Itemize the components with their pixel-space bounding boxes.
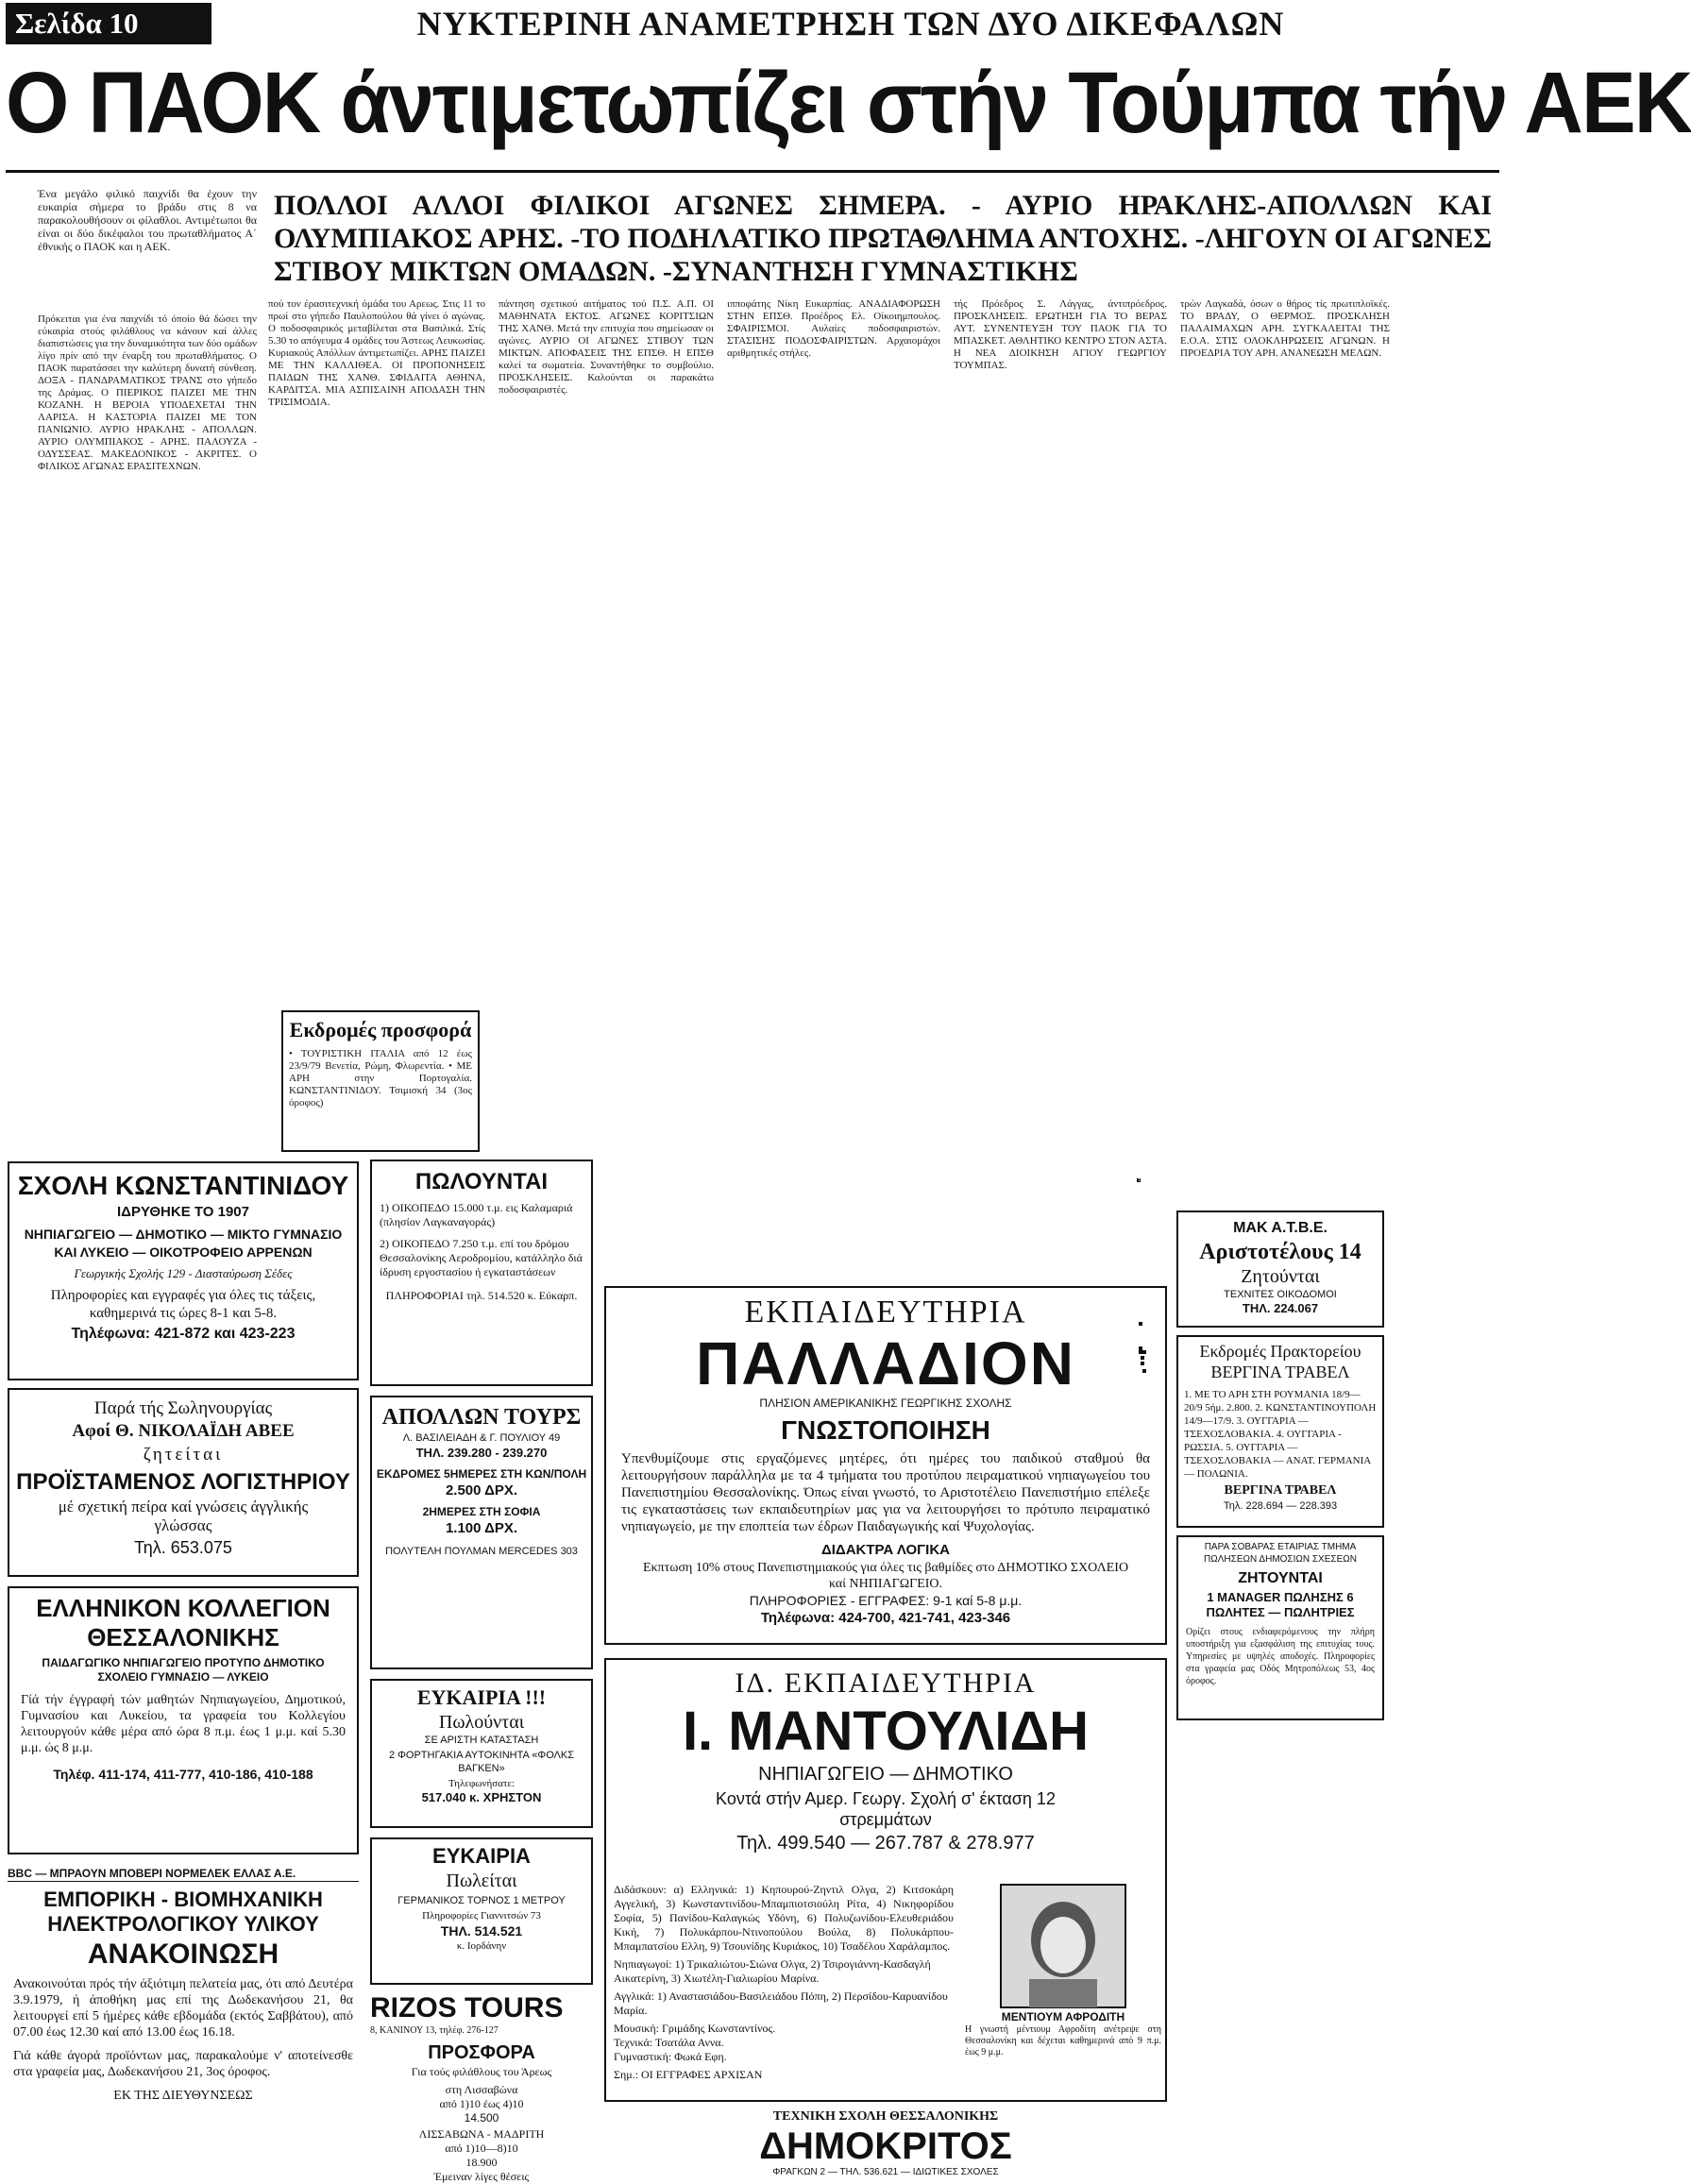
poloyntai-ad: ΠΩΛΟΥΝΤΑΙ 1) ΟΙΚΟΠΕΔΟ 15.000 τ.μ. εις Καλαμαριά (πλησίον Λαγκαναγοράς) 2) ΟΙΚΟΠΕΔΟ 7.250 τ.μ. επί του δρόμου Θεσσαλονίκης Αεροδρομίου, κατάλληλο διά ίδρυση εργοστασίου ή εγκαταστάσεων ΠΛΗΡΟΦΟΡΙΑΙ τηλ. 514.520 κ. Εύκαρπ. <box>370 1160 593 1386</box>
apollonios-school-advert <box>1139 1186 1140 1187</box>
article-col-2: πού τον έρασιτεχνική όμάδα του Αρεως. Στις 11 το πρωί στο γήπεδο Παυλοπούλου θά γίνει ό αγώνας. Ο ποδοσφαιρικός μεταβίλεται στα Βασιλικά. Στίς 5.30 το απόγευμα 4 ομάδες του Άστεως Λευκωσίας. Κυριακούς Απόλλων άντιμετωπίζει. ΑΡΗΣ ΠΑΙΖΕΙ ΜΕ ΤΗΝ ΚΑΛΛΙΘΕΑ. ΟΙ ΠΡΟΠΟΝΗΣΕΙΣ ΠΑΙΔΩΝ ΤΗΣ ΧΑΝΘ. ΣΦΙΔΑΙΤΑ ΑΘΗΝΑ, ΚΑΡΔΙΤΣΑ. ΜΙΑ ΑΣΠΙΣΑΙΝΗ ΑΠΟΔΑΣΗ ΤΗΝ ΤΡΙΣΙΜΟΔΙΑ. <box>268 298 485 408</box>
portrait-photo <box>1001 1885 1125 2007</box>
apollonios-ad-content <box>1139 1180 1140 1181</box>
konstantinidou-ad: ΣΧΟΛΗ ΚΩΝΣΤΑΝΤΙΝΙΔΟΥ ΙΔΡΥΘΗΚΕ ΤΟ 1907 ΝΗΠΙΑΓΩΓΕΙΟ — ΔΗΜΟΤΙΚΟ — ΜΙΚΤΟ ΓΥΜΝΑΣΙΟ ΚΑΙ ΛΥΚΕΙΟ — ΟΙΚΟΤΡΟΦΕΙΟ ΑΡΡΕΝΩΝ Γεωργικής Σχολής 129 - Διασταύρωση Σέδες Πληροφορίες και εγγραφές για όλες τις τάξεις, καθημερινά τις ώρες 8-1 και 5-8. Τηλέφωνα: 421-872 και 423-223 <box>8 1161 359 1380</box>
mak-ad: ΜΑΚ Α.Τ.Β.Ε. Αριστοτέλους 14 Ζητούνται ΤΕΧΝΙΤΕΣ ΟΙΚΟΔΟΜΟΙ ΤΗΛ. 224.067 <box>1176 1211 1384 1328</box>
apollonios-main <box>1139 1218 1140 1219</box>
mantoulidi-photo: ΜΕΝΤΙΟΥΜ ΑΦΡΟΔΙΤΗ Η γνωστή μέντιουμ Αφροδίτη ανέτρεψε στη Θεσσαλονίκη και δέχεται καθημερινά από 9 π.μ. έως 9 μ.μ. <box>965 1885 1161 2094</box>
apollonios-ad-block <box>1139 1227 1140 1228</box>
apollonios-ad-actual <box>1139 1214 1140 1215</box>
apollonios-ad-box-actual <box>1139 1216 1140 1217</box>
palladion-ad: ΕΚΠΑΙΔΕΥΤΗΡΙΑ ΠΑΛΛΑΔΙΟΝ ΠΛΗΣΙΟΝ ΑΜΕΡΙΚΑΝΙΚΗΣ ΓΕΩΡΓΙΚΗΣ ΣΧΟΛΗΣ ΓΝΩΣΤΟΠΟΙΗΣΗ Υπενθυμίζουμε στις εργαζόμενες μητέρες, ότι ημέρες του παιδικού σταθμού θα λειτουργήσουν παράλληλα με τα 4 τμήματα του προτύπου πειραματικού νηπιαγωγείου του Πανεπιστημίου Θεσσαλονίκης. Όπως είναι γνωστό, το Αριστοτέλειο Πανεπιστήμιο επέλεξε τις εγκαταστάσεις των εκπαιδευτηρίων μας για να λειτουργήσει το πρότυπο πειραματικό νηπιαγωγείο, με την εποπτεία των έδρων Παιδαγωγικής καί Ψυχολογίας. ΔΙΔΑΚΤΡΑ ΛΟΓΙΚΑ Εκπτωση 10% στους Πανεπιστημιακούς για όλες τις βαθμίδες στο ΔΗΜΟΤΙΚΟ ΣΧΟΛΕΙΟ καί ΝΗΠΙΑΓΩΓΕΙΟ. ΠΛΗΡΟΦΟΡΙΕΣ - ΕΓΓΡΑΦΕΣ: 9-1 καί 5-8 μ.μ. Τηλέφωνα: 424-700, 421-741, 423-346 <box>604 1286 1167 1645</box>
dimokritos-extra <box>604 2177 605 2178</box>
dimokritos-ad: ΤΕΧΝΙΚΗ ΣΧΟΛΗ ΘΕΣΣΑΛΟΝΙΚΗΣ ΔΗΜΟΚΡΙΤΟΣ ΦΡΑΓΚΩΝ 2 — ΤΗΛ. 536.621 — ΙΔΙΩΤΙΚΕΣ ΣΧΟΛΕΣ <box>759 2109 1012 2177</box>
ekdromes-ad: Εκδρομές προσφορά • ΤΟΥΡΙΣΤΙΚΗ ΙΤΑΛΙΑ από 12 έως 23/9/79 Βενετία, Ρώμη, Φλωρεντία. • ΜΕ ΑΡΗ στην Πορτογαλία. ΚΩΝΣΤΑΝΤΙΝΙΔΟΥ. Τσιμισκή 34 (3ος όροφος) <box>281 1010 480 1152</box>
vergina-ad: Εκδρομές Πρακτορείου ΒΕΡΓΙΝΑ ΤΡΑΒΕΛ 1. ΜΕ ΤΟ ΑΡΗ ΣΤΗ ΡΟΥΜΑΝΙΑ 18/9—20/9 5ήμ. 2.800. 2. ΚΩΝΣΤΑΝΤΙΝΟΥΠΟΛΗ 14/9—17/9. 3. ΟΥΓΓΑΡΙΑ — ΤΣΕΧΟΣΛΟΒΑΚΙΑ. 4. ΟΥΓΓΑΡΙΑ - ΡΩΣΣΙΑ. 5. ΟΥΓΓΑΡΙΑ — ΤΣΕΧΟΣΛΟΒΑΚΙΑ — ΑΝΑΤ. ΓΕΡΜΑΝΙΑ — ΠΟΛΩΝΙΑ. ΒΕΡΓΙΝΑ ΤΡΑΒΕΛ Τηλ. 228.694 — 228.393 <box>1176 1335 1384 1528</box>
apollonios-main-ad <box>1139 1178 1140 1179</box>
apollonios-container <box>1139 1220 1140 1221</box>
apollon-ad: ΑΠΟΛΛΩΝ ΤΟΥΡΣ Λ. ΒΑΣΙΛΕΙΑΔΗ & Γ. ΠΟΥΛΙΟΥ 49 ΤΗΛ. 239.280 - 239.270 ΕΚΔΡΟΜΕΣ 5ΗΜΕΡΕΣ ΣΤΗ ΚΩΝ/ΠΟΛΗ 2.500 ΔΡΧ. 2ΗΜΕΡΕΣ ΣΤΗ ΣΟΦΙΑ 1.100 ΔΡΧ. ΠΟΛΥΤΕΛΗ ΠΟΥΛΜΑΝ MERCEDES 303 <box>370 1396 593 1669</box>
subhead: ΠΟΛΛΟΙ ΑΛΛΟΙ ΦΙΛΙΚΟΙ ΑΓΩΝΕΣ ΣΗΜΕΡΑ. - ΑΥΡΙΟ ΗΡΑΚΛΗΣ-ΑΠΟΛΛΩΝ ΚΑΙ ΟΛΥΜΠΙΑΚΟΣ ΑΡΗΣ. -ΤΟ ΠΟΔΗΛΑΤΙΚΟ ΠΡΩΤΑΘΛΗΜΑ ΑΝΤΟΧΗΣ. -ΛΗΓΟΥΝ ΟΙ ΑΓΩΝΕΣ ΣΤΙΒΟΥ ΜΙΚΤΩΝ ΟΜΑΔΩΝ. -ΣΥΝΑΝΤΗΣΗ ΓΥΜΝΑΣΤΙΚΗΣ <box>274 190 1492 287</box>
nikolaidi-ad: Παρά τής Σωληνουργίας Αφοί Θ. ΝΙΚΟΛΑΪΔΗ ΑΒΕΕ ζητείται ΠΡΟΪΣΤΑΜΕΝΟΣ ΛΟΓΙΣΤΗΡΙΟΥ μέ σχετική πείρα καί γνώσεις άγγλικής γλώσσας Τηλ. 653.075 <box>8 1388 359 1577</box>
eykairia1-ad: ΕΥΚΑΙΡΙΑ !!! Πωλούνται ΣΕ ΑΡΙΣΤΗ ΚΑΤΑΣΤΑΣΗ 2 ΦΟΡΤΗΓΑΚΙΑ ΑΥΤΟΚΙΝΗΤΑ «ΦΟΛΚΣ ΒΑΓΚΕΝ» Τηλεφωνήσατε: 517.040 κ. ΧΡΗΣΤΟΝ <box>370 1679 593 1828</box>
bbc-ad: BBC — ΜΠΡΑΟΥΝ ΜΠΟΒΕΡΙ ΝΟΡΜΕΛΕΚ ΕΛΛΑΣ Α.Ε. ΕΜΠΟΡΙΚΗ - ΒΙΟΜΗΧΑΝΙΚΗ ΗΛΕΚΤΡΟΛΟΓΙΚΟΥ ΥΛΙΚΟΥ ΑΝΑΚΟΙΝΩΣΗ Ανακοινούται πρός τήν άξιότιμη πελατεία μας, ότι από Δευτέρα 3.9.1979, ή άποθήκη μας επί της Δωδεκανήσου 21, θα λειτουργεί επί 5 ήμέρες κάθε εβδομάδα (εκτός Σαββάτου), από 07.00 έως 12.30 καί από 13.00 έως 16.18. Γιά κάθε άγορά προϊόντων μας, παρακαλούμε ν' αποτείνεσθε στα γραφεία μας, Δωδεκανήσου 21, 3ος όροφος. ΕΚ ΤΗΣ ΔΙΕΥΘΥΝΣΕΩΣ <box>8 1866 359 2177</box>
article-col-6: τρών Λαγκαδά, όσων ο θήρος τίς πρωτιπλοϊκές. ΤΟ ΒΡΑΔΥ, Ο ΘΕΡΜΟΣ. ΠΡΟΣΚΛΗΣΗ ΠΑΛΑΙΜΑΧΩΝ ΑΡΗ. ΣΥΓΚΑΛΕΙΤΑΙ ΤΗΣ Ε.Ο.Α. ΣΤΙΣ ΟΛΟΚΛΗΡΩΣΕΙΣ ΑΓΩΝΩΝ. Η ΠΡΟΕΔΡΙΑ ΤΟΥ ΑΡΗ. ΑΝΑΝΕΩΣΗ ΜΕΛΩΝ. <box>1180 298 1390 359</box>
apollonios-actual <box>1139 1212 1140 1213</box>
article-col-4: ιπποφάτης Νίκη Ευκαρπίας. ΑΝΑΔΙΑΦΟΡΩΣΗ ΣΤΗΝ ΕΠΣΘ. Προέδρος Ελ. Οίκοιημπουλος. ΣΦΑΙΡΙΣΜΟΙ. Αυλαίες ποδοσφαιριστών. ΣΤΑΣΙΣΗΣ ΠΟΔΟΣΦΑΙΡΙΣΤΩΝ. Αρχαιομάχοι αριθμητικές στήλες. <box>727 298 940 359</box>
apollonios-ad-rightcol <box>1139 1192 1140 1193</box>
sobaras-ad: ΠΑΡΑ ΣΟΒΑΡΑΣ ΕΤΑΙΡΙΑΣ ΤΜΗΜΑ ΠΩΛΗΣΕΩΝ ΔΗΜΟΣΙΩΝ ΣΧΕΣΕΩΝ ΖΗΤΟΥΝΤΑΙ 1 MANAGER ΠΩΛΗΣΗΣ 6 ΠΩΛΗΤΕΣ — ΠΩΛΗΤΡΙΕΣ Ορίζει στους ενδιαφερόμενους την πλήρη υποστήριξη για εξασφάλιση της επιτυχίας τους. Υπηρεσίες με υψηλές αποδοχές. Πληροφορίες στα γραφεία μας Οδός Μητροπόλεως 53, 4ος όροφος. <box>1176 1535 1384 1720</box>
mantoulidi-ad: ΙΔ. ΕΚΠΑΙΔΕΥΤΗΡΙΑ Ι. ΜΑΝΤΟΥΛΙΔΗ ΝΗΠΙΑΓΩΓΕΙΟ — ΔΗΜΟΤΙΚΟ Κοντά στήν Αμερ. Γεωργ. Σχολή σ' έκταση 12 στρεμμάτων Τηλ. 499.540 — 267.787 & 278.977 Διδάσκουν: α) Ελληνικά: 1) Κηπουρού-Ζηντιλ Ολγα, 2) Κιτσοκάρη Αγγελική, 3) Κωνσταντινίδου-Μπαμπιοτσιούλη Ρίτα, 4) Νικηφορίδου Σοφία, 5) Πανίδου-Καλαγκώς Υδόνη, 6) Πολυζωνίδου-Ελευθεριάδου Κική, 7) Πολυκάρπου-Ντινοπούλου Βούλα, 8) Πολυκάρπου-Μπαμπατσίου Ελλη, 9) Τσουνίδης Κυριάκος, 10) Τσαδέλου Χαράλαμπος. Νηπιαγωγοί: 1) Τρικαλιώτου-Σιώνα Ολγα, 2) Τσιρογιάννη-Κασδαγλή Αικατερίνη, 3) Χιωτέλη-Γιαλιωρίου Μαρίνα. Αγγλικά: 1) Αναστασιάδου-Βασιλειάδου Πόπη, 2) Περσίδου-Καρυανίδου Μαρία. Μουσική: Γριμάδης Κωνσταντίνος. Τεχνικά: Τσατάλα Αννα. Γυμναστική: Φωκά Εφη. Σημ.: ΟΙ ΕΓΓΡΑΦΕΣ ΑΡΧΙΣΑΝ ΜΕΝΤΙΟΥΜ ΑΦΡΟΔΙΤΗ Η γνωστή μέντιουμ Αφροδίτη ανέτρεψε στη Θεσσαλονίκη και δέχεται καθημερινά από 9 π.μ. έως 9 μ.μ. <box>604 1658 1167 2102</box>
mantoulidi-teachers: Διδάσκουν: α) Ελληνικά: 1) Κηπουρού-Ζηντιλ Ολγα, 2) Κιτσοκάρη Αγγελική, 3) Κωνσταντινίδου-Μπαμπιοτσιούλη Ρίτα, 4) Νικηφορίδου Σοφία, 5) Πανίδου-Καλαγκώς Υδόνη, 6) Πολυζωνίδου-Ελευθεριάδου Κική, 7) Πολυκάρπου-Ντινοπούλου Βούλα, 8) Πολυκάρπου-Μπαμπατσίου Ελλη, 9) Τσουνίδης Κυριάκος, 10) Τσαδέλου Χαράλαμπος. Νηπιαγωγοί: 1) Τρικαλιώτου-Σιώνα Ολγα, 2) Τσιρογιάννη-Κασδαγλή Αικατερίνη, 3) Χιωτέλη-Γιαλιωρίου Μαρίνα. Αγγλικά: 1) Αναστασιάδου-Βασιλειάδου Πόπη, 2) Περσίδου-Καρυανίδου Μαρία. Μουσική: Γριμάδης Κωνσταντίνος. Τεχνικά: Τσατάλα Αννα. Γυμναστική: Φωκά Εφη. Σημ.: ΟΙ ΕΓΓΡΑΦΕΣ ΑΡΧΙΣΑΝ <box>614 1883 954 2081</box>
kicker: ΝΥΚΤΕΡΙΝΗ ΑΝΑΜΕΤΡΗΣΗ ΤΩΝ ΔΥΟ ΔΙΚΕΦΑΛΩΝ <box>416 5 1285 42</box>
headline: Ο ΠΑΟΚ άντιμετωπίζει στήν Τούμπα τήν ΑΕΚ <box>6 55 1691 151</box>
eykairia2-ad: ΕΥΚΑΙΡΙΑ Πωλείται ΓΕΡΜΑΝΙΚΟΣ ΤΟΡΝΟΣ 1 ΜΕΤΡΟΥ Πληροφορίες Γιαννιτσών 73 ΤΗΛ. 514.521 κ. Ιορδάνην <box>370 1837 593 1985</box>
page-label: Σελίδα 10 <box>6 3 211 44</box>
article-col-3: πάντηση σχετικού αιτήματος τού Π.Σ. Α.Π. ΟΙ ΜΑΘΗΝΑΤΑ ΕΚΤΟΣ. ΑΓΩΝΕΣ ΚΟΡΙΤΣΙΩΝ ΤΗΣ ΧΑΝΘ. Μετά την επιτυχία που σημείωσαν οι αγώνες. ΑΥΡΙΟ ΟΙ ΑΓΩΝΕΣ ΣΤΙΒΟΥ ΤΩΝ ΜΙΚΤΩΝ. ΑΠΟΦΑΣΕΙΣ ΤΗΣ ΕΠΣΘ. Η ΕΠΣΘ καλεί τα σωματεία. Συναντήθηκε το συμβούλιο. ΠΡΟΣΚΛΗΣΕΙΣ. Καλούνται οι παρακάτω ποδοσφαιριστές. <box>499 298 714 396</box>
rizos-ad: RIZOS TOURS 8, ΚΑΝΙΝΟΥ 13, τηλέφ. 276-127 ΠΡΟΣΦΟΡΑ Για τούς φιλάθλους του Άρεως στη Λισσαβώνα από 1)10 έως 4)10 14.500 ΛΙΣΣΑΒΩΝΑ - ΜΑΔΡΙΤΗ από 1)10—8)10 18.900 Έμειναν λίγες θέσεις <box>370 1992 564 2183</box>
apollonios-school-ad-frame <box>1139 1209 1140 1210</box>
right-column <box>1139 1192 1507 2177</box>
article-col-5: τής Πρόεδρος Σ. Λάγγας, άντιπρόεδρος. ΠΡΟΣΚΛΗΣΕΙΣ. ΕΡΩΤΗΣΗ ΓΙΑ ΤΟ ΒΕΡΑΣ ΑΥΤ. ΣΥΝΕΝΤΕΥΞΗ ΤΟΥ ΠΑΟΚ ΓΙΑ ΤΟ ΜΠΑΣΚΕΤ. ΑΘΛΗΤΙΚΟ ΚΕΝΤΡΟ ΣΤΟΝ ΑΣΤΑ. Η ΝΕΑ ΔΙΟΙΚΗΣΗ ΑΓΙΟΥ ΓΕΩΡΓΙΟΥ ΤΟΥΜΠΑΣ. <box>954 298 1167 371</box>
apollonios-wrapper <box>1139 1222 1140 1223</box>
headline-rule <box>6 170 1499 173</box>
apollonios-panel-main <box>1139 1224 1140 1225</box>
apollonios-advert <box>1139 1190 1507 1191</box>
article-lead: Ένα μεγάλο φιλικό παιχνίδι θα έχουν την ευκαιρία σήμερα το βράδυ στις 8 να παρακολουθήσουν οι φίλαθλοι. Αντιμέτωποι θα είναι οι δύο δικέφαλοι του πρωταθλήματος Α΄ έθνικής ο ΠΑΟΚ και η ΑΕΚ. <box>38 187 257 253</box>
apollonios-ad-rightcol-main <box>1139 1195 1140 1196</box>
apollonios-school-ad-real <box>1139 1207 1140 1208</box>
apollonios-ekpaideytiria-ad <box>1139 1182 1507 1183</box>
kollegion-ad: ΕΛΛΗΝΙΚΟΝ ΚΟΛΛΕΓΙΟΝ ΘΕΣΣΑΛΟΝΙΚΗΣ ΠΑΙΔΑΓΩΓΙΚΟ ΝΗΠΙΑΓΩΓΕΙΟ ΠΡΟΤΥΠΟ ΔΗΜΟΤΙΚΟ ΣΧΟΛΕΙΟ ΓΥΜΝΑΣΙΟ — ΛΥΚΕΙΟ Γίά τήν έγγραφή τών μαθητών Νηπιαγωγείου, Δημοτικού, Γυμνασίου και Λυκείου, τα γραφεία του Κολλεγίου λειτουργούν κάθε μέρα από ώρα 8 π.μ. έως 1 μ.μ. καί 5.30 μ.μ. ώς 8 μ.μ. Τηλέφ. 411-174, 411-777, 410-186, 410-188 <box>8 1586 359 1854</box>
apollonios-rendered <box>1139 1229 1140 1230</box>
article-col-1: Πρόκειται για ένα παιχνίδι τό όποίο θά δώσει την εύκαιρία στούς φιλάθλους να κάνουν καί άλλες διαπιστώσεις για την δυναμικότητα των δύο ομάδων λίγο πρίν από την έναρξη του πρωταθλήματος. Ο ΠΑΟΚ παρατάσσει την καλύτερη δυνατή σύνθεση. ΔΟΞΑ - ΠΑΝΔΡΑΜΑΤΙΚΟΣ ΤΡΑΝΣ στο γήπεδο της Δράμας. Ο ΠΙΕΡΙΚΟΣ ΠΑΙΖΕΙ ΜΕ ΤΗΝ ΚΟΖΑΝΗ. Η ΒΕΡΟΙΑ ΥΠΟΔΕΧΕΤΑΙ ΤΗΝ ΛΑΡΙΣΑ. Η ΚΑΣΤΟΡΙΑ ΠΑΙΖΕΙ ΜΕ ΤΟΝ ΠΑΝΙΩΝΙΟ. ΑΥΡΙΟ ΗΡΑΚΛΗΣ - ΑΠΟΛΛΩΝ. ΑΥΡΙΟ ΟΛΥΜΠΙΑΚΟΣ - ΑΡΗΣ. ΠΑΛΟΥΖΑ - ΟΔΥΣΣΕΑΣ. ΜΑΚΕΔΟΝΙΚΟΣ - ΑΚΡΙΤΕΣ. Ο ΦΙΛΙΚΟΣ ΑΓΩΝΑΣ ΕΡΑΣΙΤΕΧΝΩΝ. <box>38 313 257 472</box>
apollonios-ad-rendered <box>1139 1226 1140 1227</box>
